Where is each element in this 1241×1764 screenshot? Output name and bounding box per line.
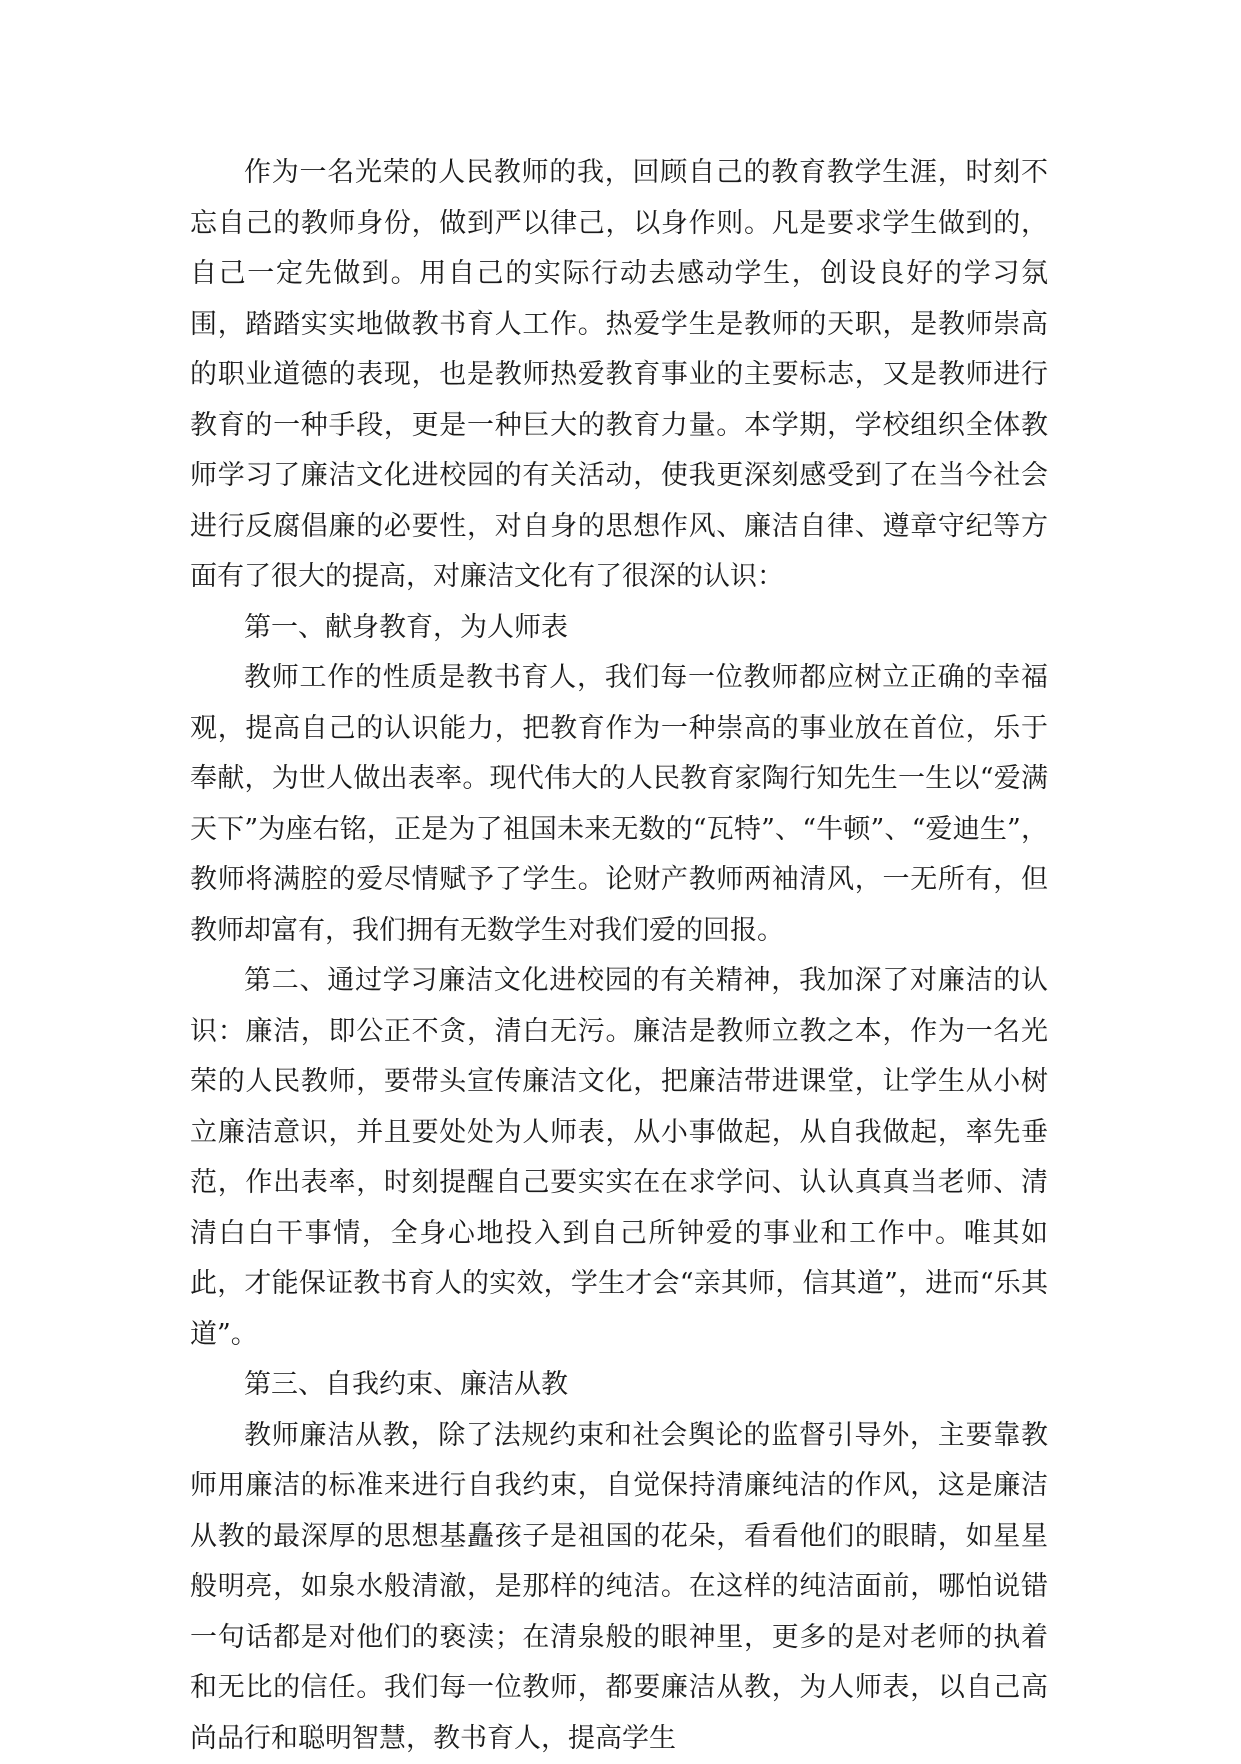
document-body: [190, 148, 1048, 1764]
paragraph-section-2: 第二、通过学习廉洁文化进校园的有关精神，我加深了对廉洁的认识：廉洁，即公正不贪，清白无污。廉洁是教师立教之本，作为一名光荣的人民教师，要带头宣传廉洁文化，把廉洁带进课堂，让学生从小树立廉洁意识，并且要处处为人师表，从小事做起，从自我做起，率先垂范，作出表率，时刻提醒自己要实实在在求学问、认认真真当老师、清清白白干事情，全身心地投入到自己所钟爱的事业和工作中。唯其如此，才能保证教书育人的实效，学生才会“亲其师，信其道”，进而“乐其道”。: [190, 956, 1048, 1360]
paragraph-section-3: 教师廉洁从教，除了法规约束和社会舆论的监督引导外，主要靠教师用廉洁的标准来进行自我约束，自觉保持清廉纯洁的作风，这是廉洁从教的最深厚的思想基矗孩子是祖国的花朵，看看他们的眼睛，如星星般明亮，如泉水般清澈，是那样的纯洁。在这样的纯洁面前，哪怕说错一句话都是对他们的亵渎；在清泉般的眼神里，更多的是对老师的执着和无比的信任。我们每一位教师，都要廉洁从教，为人师表，以自己高尚品行和聪明智慧，教书育人，提高学生: [190, 1411, 1048, 1764]
section-heading-3: 第三、自我约束、廉洁从教: [190, 1360, 1048, 1411]
paragraph-intro: 作为一名光荣的人民教师的我，回顾自己的教育教学生涯，时刻不忘自己的教师身份，做到严以律己，以身作则。凡是要求学生做到的，自己一定先做到。用自己的实际行动去感动学生，创设良好的学习氛围，踏踏实实地做教书育人工作。热爱学生是教师的天职，是教师崇高的职业道德的表现，也是教师热爱教育事业的主要标志，又是教师进行教育的一种手段，更是一种巨大的教育力量。本学期，学校组织全体教师学习了廉洁文化进校园的有关活动，使我更深刻感受到了在当今社会进行反腐倡廉的必要性，对自身的思想作风、廉洁自律、遵章守纪等方面有了很大的提高，对廉洁文化有了很深的认识：: [190, 148, 1048, 603]
paragraph-section-1: 教师工作的性质是教书育人，我们每一位教师都应树立正确的幸福观，提高自己的认识能力，把教育作为一种崇高的事业放在首位，乐于奉献，为世人做出表率。现代伟大的人民教育家陶行知先生一生以“爱满天下”为座右铭，正是为了祖国未来无数的“瓦特”、“牛顿”、“爱迪生”，教师将满腔的爱尽情赋予了学生。论财产教师两袖清风，一无所有，但教师却富有，我们拥有无数学生对我们爱的回报。: [190, 653, 1048, 956]
section-heading-1: 第一、献身教育，为人师表: [190, 603, 1048, 654]
